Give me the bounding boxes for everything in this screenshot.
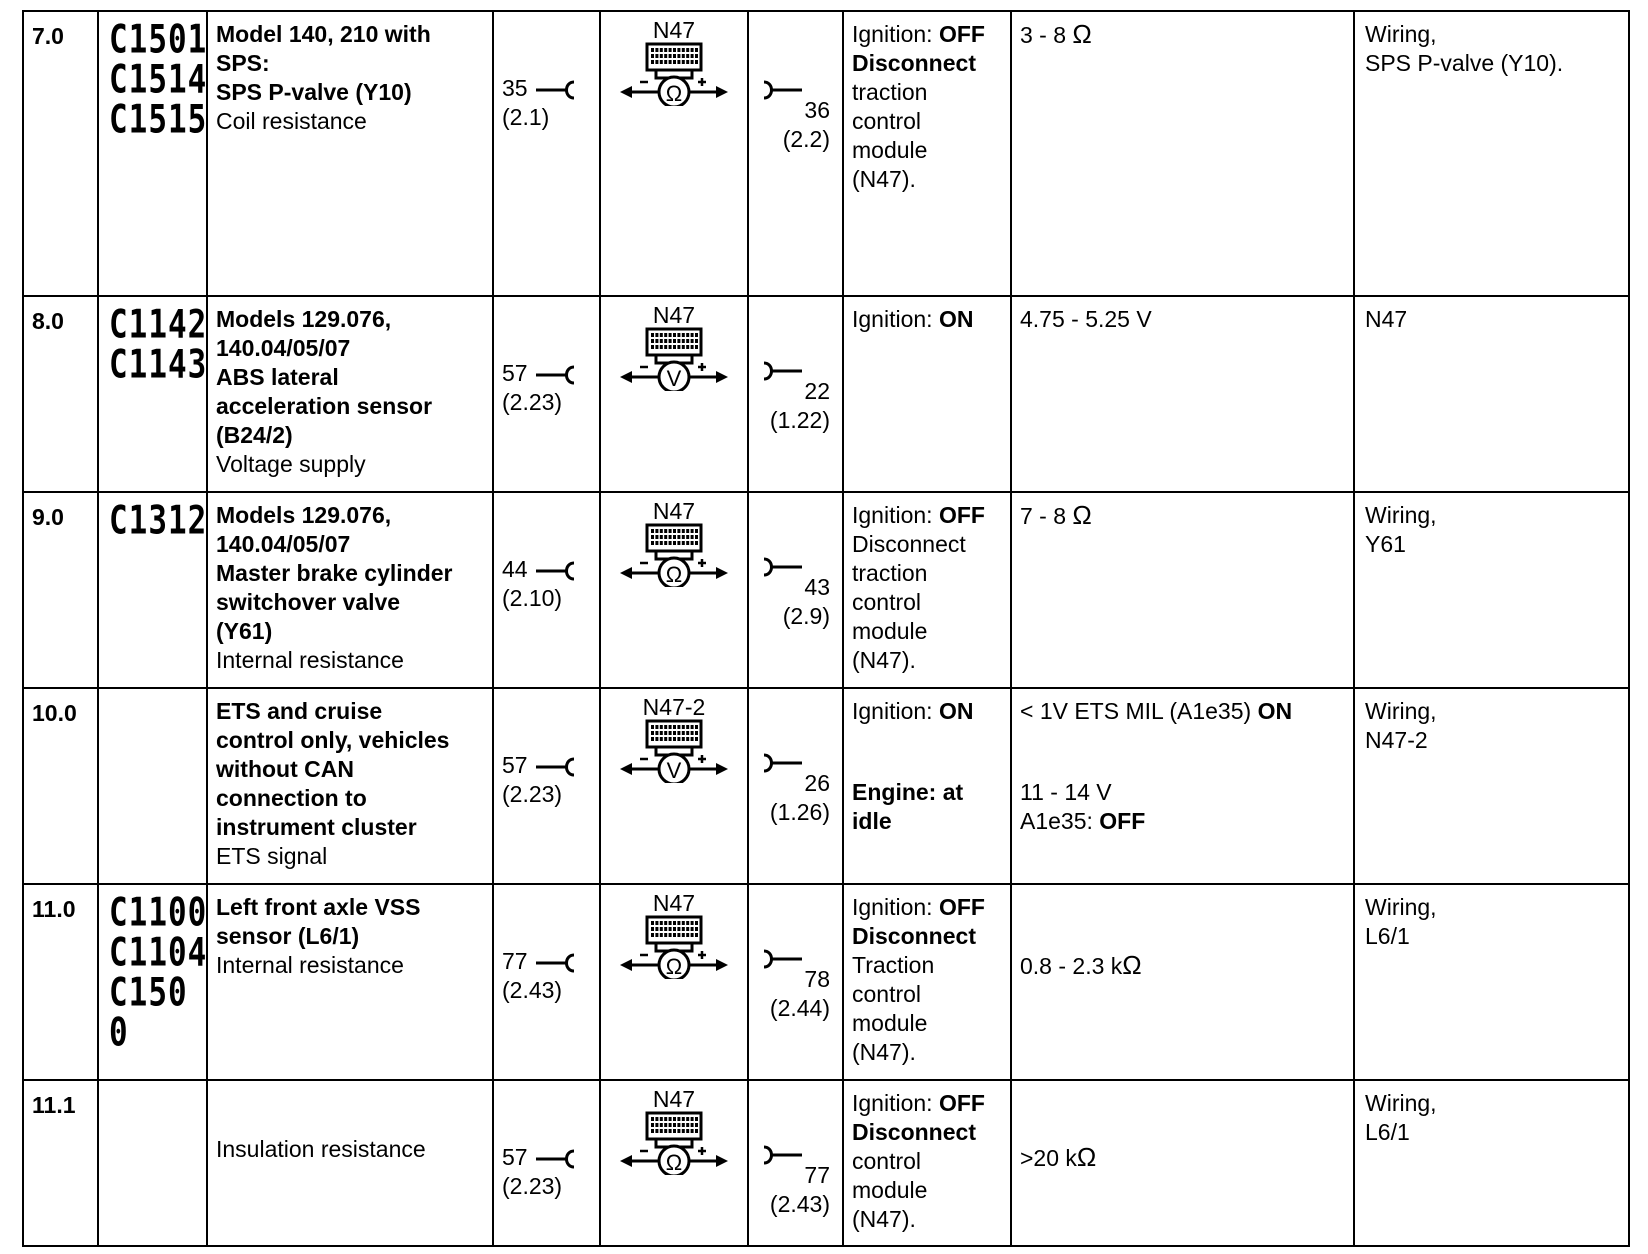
condition-state: at (942, 779, 964, 806)
plug-probe-icon (760, 1144, 804, 1166)
meter-diagram (600, 884, 748, 1080)
pin-left (493, 688, 600, 884)
test-condition (843, 11, 1011, 296)
remedy (1354, 1080, 1629, 1246)
description-heading: SPS P-valve (Y10) (216, 79, 412, 105)
condition-line: module (852, 618, 928, 645)
pin-left-group (502, 1143, 592, 1201)
remedy (1354, 11, 1629, 296)
condition-line: control (852, 589, 922, 616)
ohm-symbol: Ω (1072, 19, 1092, 49)
description-heading: 140.04/05/07 (216, 531, 351, 558)
meter-symbol: Ω (665, 1149, 683, 1175)
remedy-line: Wiring, (1365, 502, 1437, 529)
pin-right-sub: (2.44) (769, 994, 830, 1021)
pin-left-number (502, 751, 592, 780)
pin-left (493, 1080, 600, 1246)
pin-left (493, 11, 600, 296)
test-description (207, 492, 493, 688)
pin-right-sub: (2.2) (782, 126, 830, 152)
pin-left-sub: (2.1) (502, 104, 550, 130)
ohmmeter-connector-icon (618, 1111, 730, 1175)
condition-line: (N47). (852, 1038, 916, 1065)
spec-line (1020, 20, 1349, 50)
condition-line (852, 1089, 1006, 1118)
meter-diagram (600, 492, 748, 688)
table-row (23, 884, 1629, 1080)
description-heading: switchover valve (216, 589, 401, 616)
plug-probe-icon (760, 948, 804, 970)
condition-line: (N47). (852, 1205, 916, 1232)
ohmmeter-connector-icon (618, 42, 730, 106)
test-description (207, 296, 493, 492)
pin-right-number: 43 (804, 574, 830, 601)
spec-value: >20 k (1020, 1144, 1077, 1171)
condition-state: OFF (938, 893, 985, 920)
fault-codes (98, 688, 207, 884)
socket-probe-icon (534, 364, 578, 386)
description-heading: (Y61) (216, 618, 273, 645)
remedy-line: Wiring, (1365, 698, 1437, 725)
condition-line: control (852, 108, 922, 134)
spec-line (1020, 305, 1349, 334)
plug-probe-icon (760, 360, 804, 382)
condition-label: Ignition: (852, 698, 939, 725)
condition-line: control (852, 1147, 922, 1174)
pin-left-sub: (2.43) (502, 976, 563, 1003)
pin-left-sub: (2.23) (502, 781, 563, 808)
condition-label: Ignition: (852, 306, 939, 333)
pin-right-number: 22 (804, 378, 830, 405)
spec-value: 0.8 - 2.3 k (1020, 952, 1123, 979)
pin-left-sub: (2.23) (502, 1172, 563, 1199)
socket-probe-icon (534, 952, 578, 974)
pin-left (493, 296, 600, 492)
pin-right-group (760, 747, 830, 827)
socket-probe-icon (534, 756, 578, 778)
test-condition (843, 492, 1011, 688)
description-text: Insulation resistance (216, 1135, 426, 1162)
condition-line: Disconnect (852, 531, 966, 558)
meter-diagram (600, 11, 748, 296)
remedy (1354, 688, 1629, 884)
condition-line: module (852, 137, 928, 163)
step-number: 9.0 (23, 492, 98, 688)
fault-codes (98, 11, 207, 296)
condition-line: Disconnect (852, 922, 976, 949)
spec-line (1020, 697, 1349, 726)
pin-number: 35 (502, 75, 534, 101)
fault-code: C1143 (109, 342, 208, 388)
description-heading: connection to (216, 785, 367, 812)
fault-code: C1515 (109, 97, 208, 143)
remedy-line: L6/1 (1365, 1118, 1410, 1145)
specification (1011, 11, 1354, 296)
description-heading: Model 140, 210 with (216, 21, 431, 47)
condition-line: traction (852, 560, 928, 587)
voltmeter-connector-icon (618, 719, 730, 783)
condition-label: Ignition: (852, 21, 939, 47)
test-description (207, 11, 493, 296)
pin-right-group (760, 74, 830, 154)
description-heading: acceleration sensor (216, 393, 433, 420)
remedy-line: Y61 (1365, 531, 1406, 558)
condition-line: Traction (852, 951, 935, 978)
pin-left-group (502, 74, 592, 132)
condition-line (852, 778, 1006, 807)
pin-right (748, 1080, 843, 1246)
table-row (23, 11, 1629, 296)
condition-line (852, 20, 1006, 49)
remedy-line: SPS P-valve (Y10). (1365, 50, 1564, 76)
pin-left-group (502, 751, 592, 809)
socket-probe-icon (534, 1148, 578, 1170)
condition-line: control (852, 980, 922, 1007)
voltmeter-connector-icon (618, 327, 730, 391)
pin-left (493, 884, 600, 1080)
pin-right-number: 77 (804, 1161, 830, 1188)
meter-diagram (600, 296, 748, 492)
condition-line: module (852, 1009, 928, 1036)
meter-symbol: V (666, 366, 682, 392)
pin-left (493, 492, 600, 688)
description-heading: sensor (L6/1) (216, 922, 360, 949)
pin-left-sub: (2.23) (502, 389, 563, 416)
spec-line (1020, 501, 1349, 531)
pin-right (748, 11, 843, 296)
description-heading: 140.04/05/07 (216, 335, 351, 362)
description-text: Voltage supply (216, 451, 366, 478)
pin-left-group (502, 359, 592, 417)
remedy (1354, 296, 1629, 492)
pin-left-number (502, 74, 592, 103)
fault-code: C1312 (109, 498, 208, 544)
meter-label: N47-2 (642, 694, 706, 721)
specification (1011, 492, 1354, 688)
condition-line: module (852, 1176, 928, 1203)
description-heading: control only, vehicles (216, 727, 450, 754)
pin-left-sub: (2.10) (502, 585, 563, 612)
pin-right-number: 78 (804, 965, 830, 992)
spec-state: ON (1257, 698, 1293, 725)
description-heading: (B24/2) (216, 422, 293, 449)
description-heading: without CAN (216, 756, 354, 783)
meter-group (601, 18, 747, 113)
pin-right-number: 26 (804, 770, 830, 797)
fault-codes (98, 296, 207, 492)
meter-diagram (600, 688, 748, 884)
description-text: ETS signal (216, 843, 328, 870)
condition-line: idle (852, 808, 892, 835)
condition-state: OFF (938, 21, 985, 47)
pin-left-number (502, 555, 592, 584)
meter-label: N47 (652, 302, 696, 329)
description-heading: instrument cluster (216, 814, 417, 841)
spec-line: 11 - 14 V (1020, 779, 1112, 806)
pin-right (748, 884, 843, 1080)
pin-left-number (502, 1143, 592, 1172)
description-text: Internal resistance (216, 647, 404, 674)
pin-number: 57 (502, 360, 534, 387)
remedy (1354, 884, 1629, 1080)
meter-symbol: Ω (665, 562, 683, 588)
condition-label: Engine: (852, 779, 943, 806)
pin-number: 57 (502, 1143, 534, 1170)
condition-state: ON (938, 698, 974, 725)
description-heading: Master brake cylinder (216, 560, 453, 587)
meter-symbol: Ω (665, 953, 683, 979)
spec-value: 3 - 8 (1020, 22, 1073, 48)
step-number: 11.0 (23, 884, 98, 1080)
remedy-line: Wiring, (1365, 893, 1437, 920)
specification (1011, 884, 1354, 1080)
meter-label: N47 (652, 498, 696, 525)
specification (1011, 1080, 1354, 1246)
specification (1011, 296, 1354, 492)
condition-line (852, 305, 1006, 334)
meter-group (601, 1087, 747, 1182)
meter-group (601, 303, 747, 398)
ohmmeter-connector-icon (618, 523, 730, 587)
spec-line (1020, 1143, 1349, 1173)
fault-code: C150 (109, 970, 188, 1016)
test-condition (843, 296, 1011, 492)
pin-left-group (502, 555, 592, 613)
remedy (1354, 492, 1629, 688)
pin-right-group (760, 551, 830, 631)
fault-code: C1100 (109, 890, 208, 936)
condition-line (852, 697, 1006, 726)
condition-line: (N47). (852, 166, 916, 192)
test-description (207, 688, 493, 884)
meter-symbol: V (666, 758, 682, 784)
meter-group (601, 891, 747, 986)
meter-group (601, 499, 747, 594)
pin-right-sub: (1.26) (769, 799, 830, 826)
plug-probe-icon (760, 752, 804, 774)
pin-right (748, 296, 843, 492)
fault-code: C1104 (109, 930, 208, 976)
condition-label: Ignition: (852, 893, 939, 920)
test-table-sheet (22, 10, 1628, 1247)
description-text: Coil resistance (216, 108, 367, 134)
pin-right-group (760, 943, 830, 1023)
condition-state: OFF (938, 502, 985, 529)
remedy-line: L6/1 (1365, 922, 1410, 949)
remedy-line: Wiring, (1365, 21, 1437, 47)
condition-line: (N47). (852, 647, 916, 674)
pin-right-sub: (2.43) (769, 1190, 830, 1217)
pin-left-group (502, 947, 592, 1005)
specification (1011, 688, 1354, 884)
meter-group (601, 695, 747, 790)
meter-label: N47 (652, 17, 696, 43)
pin-right (748, 492, 843, 688)
step-number: 8.0 (23, 296, 98, 492)
spec-state: OFF (1099, 808, 1146, 835)
table-row (23, 492, 1629, 688)
remedy-line: N47 (1365, 306, 1408, 333)
test-condition (843, 688, 1011, 884)
test-description (207, 1080, 493, 1246)
condition-line (852, 893, 1006, 922)
pin-right-sub: (2.9) (782, 603, 830, 630)
description-heading: Left front axle VSS (216, 893, 421, 920)
meter-diagram (600, 1080, 748, 1246)
plug-probe-icon (760, 556, 804, 578)
meter-label: N47 (652, 1085, 696, 1112)
condition-line: traction (852, 79, 928, 105)
test-condition (843, 884, 1011, 1080)
table-row (23, 296, 1629, 492)
description-text: Internal resistance (216, 951, 404, 978)
step-number: 7.0 (23, 11, 98, 296)
pin-number: 57 (502, 752, 534, 779)
pin-left-number (502, 359, 592, 388)
spec-value: 4.75 - 5.25 V (1020, 306, 1152, 333)
ohm-symbol: Ω (1076, 1141, 1097, 1172)
description-heading: SPS: (216, 50, 270, 76)
test-step-table (22, 10, 1630, 1247)
spec-line (1020, 807, 1349, 836)
spec-line (1020, 951, 1349, 981)
step-number: 10.0 (23, 688, 98, 884)
pin-right-number: 36 (804, 97, 830, 123)
spec-label: A1e35: (1020, 808, 1100, 835)
pin-number: 44 (502, 556, 534, 583)
fault-codes (98, 1080, 207, 1246)
pin-number: 77 (502, 947, 534, 974)
step-number: 11.1 (23, 1080, 98, 1246)
ohm-symbol: Ω (1072, 500, 1092, 531)
remedy-line: Wiring, (1365, 1089, 1437, 1116)
pin-right (748, 688, 843, 884)
remedy-line: N47-2 (1365, 727, 1428, 754)
socket-probe-icon (534, 560, 578, 582)
description-heading: ABS lateral (216, 364, 339, 391)
condition-state: ON (938, 306, 974, 333)
plug-probe-icon (760, 79, 804, 101)
description-heading: Models 129.076, (216, 502, 392, 529)
table-row (23, 688, 1629, 884)
pin-right-group (760, 355, 830, 435)
description-heading: ETS and cruise (216, 698, 383, 725)
table-row (23, 1080, 1629, 1246)
spec-value: < 1V ETS MIL (A1e35) (1020, 698, 1258, 725)
meter-symbol: Ω (665, 81, 683, 106)
ohm-symbol: Ω (1122, 949, 1142, 980)
condition-line (852, 501, 1006, 530)
condition-label: Ignition: (852, 1089, 939, 1116)
condition-label: Ignition: (852, 502, 939, 529)
fault-codes (98, 884, 207, 1080)
fault-code: C1142 (109, 302, 208, 348)
fault-codes (98, 492, 207, 688)
condition-line: Disconnect (852, 50, 976, 76)
meter-label: N47 (652, 889, 696, 916)
test-condition (843, 1080, 1011, 1246)
description-heading: Models 129.076, (216, 306, 392, 333)
test-description (207, 884, 493, 1080)
pin-left-number (502, 947, 592, 976)
fault-code: 0 (109, 1010, 129, 1056)
pin-right-group (760, 1139, 830, 1219)
condition-line: Disconnect (852, 1118, 976, 1145)
condition-state: OFF (938, 1089, 985, 1116)
socket-probe-icon (534, 79, 578, 101)
fault-code: C1501 (109, 17, 208, 63)
pin-right-sub: (1.22) (769, 407, 830, 434)
ohmmeter-connector-icon (618, 915, 730, 979)
fault-code: C1514 (109, 57, 208, 103)
spec-value: 7 - 8 (1020, 503, 1073, 530)
